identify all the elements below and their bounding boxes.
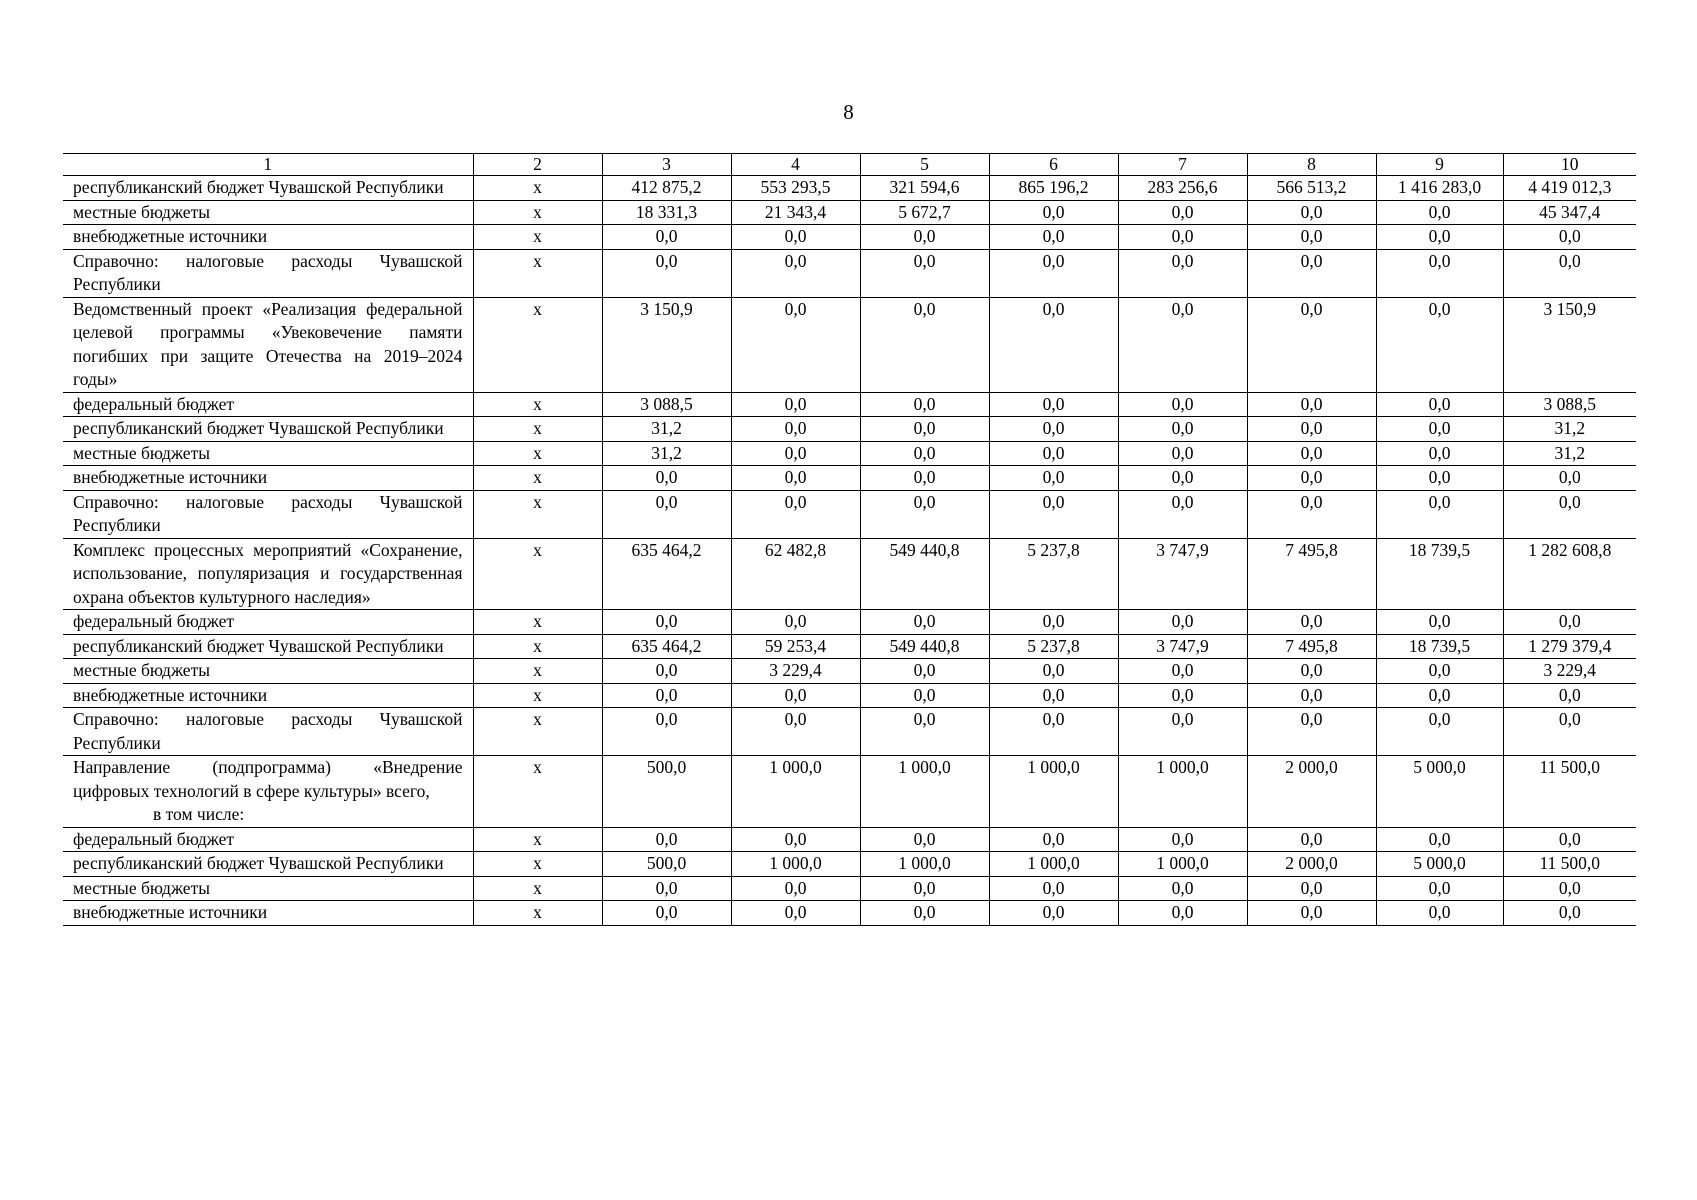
value-cell: 5 237,8 [989, 538, 1118, 610]
table-row [63, 827, 1636, 852]
row-label: внебюджетные источники [73, 226, 268, 246]
column-header: 3 [602, 154, 731, 176]
value-cell: 0,0 [1376, 490, 1503, 538]
value-cell: 0,0 [731, 876, 860, 901]
row-label: Справочно: налоговые расходы Чувашской Республики [73, 250, 463, 294]
table-row [63, 876, 1636, 901]
column-header: 9 [1376, 154, 1503, 176]
code-cell: x [473, 901, 602, 926]
value-cell: 0,0 [1247, 901, 1376, 926]
value-cell: 0,0 [731, 490, 860, 538]
value-cell: 0,0 [860, 392, 989, 417]
value-cell: 0,0 [989, 392, 1118, 417]
value-cell: 0,0 [1376, 708, 1503, 756]
value-cell: 0,0 [1118, 659, 1247, 684]
column-number-row [63, 154, 1636, 176]
row-label-cell [63, 901, 473, 926]
value-cell: 0,0 [1376, 659, 1503, 684]
row-label-cell [63, 466, 473, 491]
value-cell: 0,0 [1376, 417, 1503, 442]
value-cell: 0,0 [1247, 659, 1376, 684]
value-cell: 500,0 [602, 756, 731, 828]
value-cell: 0,0 [602, 901, 731, 926]
value-cell: 0,0 [860, 827, 989, 852]
value-cell: 45 347,4 [1503, 200, 1636, 225]
row-label: федеральный бюджет [73, 393, 235, 414]
value-cell: 0,0 [1376, 392, 1503, 417]
value-cell: 0,0 [989, 876, 1118, 901]
row-label-cell [63, 683, 473, 708]
value-cell: 5 000,0 [1376, 852, 1503, 877]
value-cell: 0,0 [1503, 876, 1636, 901]
value-cell: 0,0 [860, 490, 989, 538]
value-cell: 0,0 [1247, 441, 1376, 466]
code-cell: x [473, 249, 602, 297]
column-header: 4 [731, 154, 860, 176]
row-label: республиканский бюджет Чувашской Республики [73, 418, 444, 438]
value-cell: 0,0 [1118, 417, 1247, 442]
value-cell: 0,0 [602, 683, 731, 708]
value-cell: 566 513,2 [1247, 176, 1376, 201]
value-cell: 21 343,4 [731, 200, 860, 225]
value-cell: 0,0 [1503, 225, 1636, 250]
value-cell: 0,0 [731, 225, 860, 250]
table-row [63, 852, 1636, 877]
value-cell: 1 000,0 [1118, 852, 1247, 877]
row-label: республиканский бюджет Чувашской Республики [73, 853, 444, 873]
value-cell: 0,0 [989, 249, 1118, 297]
table-row [63, 538, 1636, 610]
value-cell: 0,0 [989, 659, 1118, 684]
value-cell: 3 229,4 [1503, 659, 1636, 684]
code-cell: x [473, 852, 602, 877]
value-cell: 0,0 [860, 901, 989, 926]
value-cell: 0,0 [1247, 249, 1376, 297]
value-cell: 0,0 [602, 225, 731, 250]
value-cell: 0,0 [989, 683, 1118, 708]
value-cell: 3 088,5 [1503, 392, 1636, 417]
value-cell: 7 495,8 [1247, 634, 1376, 659]
code-cell: x [473, 466, 602, 491]
value-cell: 0,0 [1247, 200, 1376, 225]
value-cell: 0,0 [1376, 683, 1503, 708]
value-cell: 0,0 [1247, 297, 1376, 392]
value-cell: 1 416 283,0 [1376, 176, 1503, 201]
value-cell: 31,2 [1503, 417, 1636, 442]
column-header: 5 [860, 154, 989, 176]
row-label-cell [63, 756, 473, 828]
column-header: 2 [473, 154, 602, 176]
value-cell: 59 253,4 [731, 634, 860, 659]
value-cell: 0,0 [1118, 901, 1247, 926]
value-cell: 18 739,5 [1376, 538, 1503, 610]
value-cell: 0,0 [1247, 827, 1376, 852]
value-cell: 0,0 [860, 466, 989, 491]
value-cell: 7 495,8 [1247, 538, 1376, 610]
code-cell: x [473, 441, 602, 466]
value-cell: 0,0 [1247, 417, 1376, 442]
value-cell: 0,0 [989, 827, 1118, 852]
row-label-cell [63, 249, 473, 297]
value-cell: 0,0 [1118, 392, 1247, 417]
value-cell: 0,0 [731, 441, 860, 466]
value-cell: 18 739,5 [1376, 634, 1503, 659]
value-cell: 0,0 [1376, 610, 1503, 635]
row-label-cell [63, 200, 473, 225]
value-cell: 0,0 [731, 827, 860, 852]
code-cell: x [473, 200, 602, 225]
value-cell: 0,0 [1118, 610, 1247, 635]
table-row [63, 466, 1636, 491]
value-cell: 3 229,4 [731, 659, 860, 684]
row-label: местные бюджеты [73, 201, 210, 222]
value-cell: 0,0 [989, 200, 1118, 225]
value-cell: 0,0 [860, 708, 989, 756]
row-label-cell [63, 708, 473, 756]
value-cell: 1 000,0 [989, 756, 1118, 828]
code-cell: x [473, 827, 602, 852]
value-cell: 0,0 [989, 610, 1118, 635]
value-cell: 500,0 [602, 852, 731, 877]
code-cell: x [473, 490, 602, 538]
table-row [63, 634, 1636, 659]
value-cell: 0,0 [602, 466, 731, 491]
row-label-cell [63, 225, 473, 250]
value-cell: 0,0 [731, 683, 860, 708]
value-cell: 0,0 [602, 249, 731, 297]
value-cell: 553 293,5 [731, 176, 860, 201]
value-cell: 0,0 [1376, 297, 1503, 392]
value-cell: 1 282 608,8 [1503, 538, 1636, 610]
value-cell: 1 279 379,4 [1503, 634, 1636, 659]
row-label: местные бюджеты [73, 877, 210, 898]
value-cell: 0,0 [731, 417, 860, 442]
row-label: Направление (подпрограмма) «Внедрение цифровых технологий в сфере культуры» всего, [73, 757, 463, 801]
value-cell: 635 464,2 [602, 538, 731, 610]
row-sublabel: в том числе: [153, 804, 245, 824]
column-header: 8 [1247, 154, 1376, 176]
value-cell: 0,0 [860, 610, 989, 635]
code-cell: x [473, 683, 602, 708]
value-cell: 549 440,8 [860, 538, 989, 610]
code-cell: x [473, 634, 602, 659]
value-cell: 0,0 [860, 441, 989, 466]
value-cell: 0,0 [731, 901, 860, 926]
value-cell: 0,0 [1503, 708, 1636, 756]
value-cell: 0,0 [1247, 683, 1376, 708]
value-cell: 0,0 [731, 466, 860, 491]
row-label: федеральный бюджет [73, 828, 235, 849]
value-cell: 0,0 [1247, 708, 1376, 756]
value-cell: 0,0 [989, 225, 1118, 250]
value-cell: 549 440,8 [860, 634, 989, 659]
row-label: Справочно: налоговые расходы Чувашской Республики [73, 709, 463, 753]
value-cell: 11 500,0 [1503, 756, 1636, 828]
row-label: местные бюджеты [73, 660, 210, 680]
value-cell: 31,2 [1503, 441, 1636, 466]
value-cell: 0,0 [1247, 225, 1376, 250]
code-cell: x [473, 176, 602, 201]
row-label: Комплекс процессных мероприятий «Сохранение, использование, популяризация и государственная охрана объектов культурного наследия» [73, 539, 463, 607]
value-cell: 0,0 [602, 610, 731, 635]
value-cell: 0,0 [731, 249, 860, 297]
value-cell: 865 196,2 [989, 176, 1118, 201]
value-cell: 0,0 [1118, 200, 1247, 225]
page-number: 8 [843, 100, 854, 124]
value-cell: 0,0 [989, 441, 1118, 466]
value-cell: 0,0 [1118, 876, 1247, 901]
value-cell: 1 000,0 [1118, 756, 1247, 828]
table-row [63, 225, 1636, 250]
value-cell: 0,0 [1118, 225, 1247, 250]
row-label-cell [63, 852, 473, 877]
value-cell: 11 500,0 [1503, 852, 1636, 877]
value-cell: 0,0 [860, 225, 989, 250]
value-cell: 0,0 [860, 876, 989, 901]
column-header: 7 [1118, 154, 1247, 176]
row-label-cell [63, 441, 473, 466]
row-label: местные бюджеты [73, 442, 210, 463]
value-cell: 0,0 [1503, 827, 1636, 852]
table-row [63, 392, 1636, 417]
value-cell: 0,0 [860, 417, 989, 442]
table-row [63, 249, 1636, 297]
table-row [63, 417, 1636, 442]
value-cell: 31,2 [602, 441, 731, 466]
value-cell: 0,0 [989, 297, 1118, 392]
table-row [63, 708, 1636, 756]
budget-table [63, 153, 1636, 926]
value-cell: 283 256,6 [1118, 176, 1247, 201]
row-label-cell [63, 827, 473, 852]
row-label: внебюджетные источники [73, 467, 268, 487]
table-row [63, 659, 1636, 684]
value-cell: 0,0 [1376, 225, 1503, 250]
table-row [63, 200, 1636, 225]
row-label-cell [63, 176, 473, 201]
code-cell: x [473, 225, 602, 250]
value-cell: 635 464,2 [602, 634, 731, 659]
value-cell: 0,0 [731, 610, 860, 635]
value-cell: 0,0 [731, 392, 860, 417]
value-cell: 0,0 [1118, 708, 1247, 756]
value-cell: 4 419 012,3 [1503, 176, 1636, 201]
code-cell: x [473, 297, 602, 392]
value-cell: 0,0 [1118, 466, 1247, 491]
code-cell: x [473, 708, 602, 756]
value-cell: 0,0 [602, 708, 731, 756]
value-cell: 0,0 [1376, 876, 1503, 901]
value-cell: 0,0 [1247, 610, 1376, 635]
row-label: республиканский бюджет Чувашской Республики [73, 177, 444, 197]
value-cell: 0,0 [1376, 827, 1503, 852]
code-cell: x [473, 659, 602, 684]
value-cell: 1 000,0 [860, 756, 989, 828]
value-cell: 0,0 [731, 297, 860, 392]
value-cell: 0,0 [860, 683, 989, 708]
value-cell: 0,0 [602, 490, 731, 538]
value-cell: 0,0 [1247, 490, 1376, 538]
value-cell: 1 000,0 [731, 756, 860, 828]
value-cell: 0,0 [1247, 392, 1376, 417]
value-cell: 18 331,3 [602, 200, 731, 225]
row-label: внебюджетные источники [73, 902, 268, 922]
row-label-cell [63, 417, 473, 442]
table-row [63, 490, 1636, 538]
value-cell: 31,2 [602, 417, 731, 442]
value-cell: 0,0 [1376, 466, 1503, 491]
value-cell: 0,0 [860, 249, 989, 297]
table-body [63, 176, 1636, 926]
value-cell: 0,0 [1118, 249, 1247, 297]
value-cell: 0,0 [1376, 200, 1503, 225]
code-cell: x [473, 876, 602, 901]
row-label: федеральный бюджет [73, 611, 235, 631]
value-cell: 5 237,8 [989, 634, 1118, 659]
row-label-cell [63, 659, 473, 684]
code-cell: x [473, 417, 602, 442]
row-label-cell [63, 490, 473, 538]
value-cell: 0,0 [602, 876, 731, 901]
value-cell: 0,0 [989, 708, 1118, 756]
value-cell: 3 088,5 [602, 392, 731, 417]
value-cell: 2 000,0 [1247, 756, 1376, 828]
value-cell: 0,0 [860, 297, 989, 392]
row-label-cell [63, 392, 473, 417]
table-row [63, 683, 1636, 708]
value-cell: 0,0 [1376, 901, 1503, 926]
code-cell: x [473, 610, 602, 635]
value-cell: 321 594,6 [860, 176, 989, 201]
code-cell: x [473, 538, 602, 610]
row-label: внебюджетные источники [73, 684, 268, 705]
value-cell: 0,0 [989, 466, 1118, 491]
value-cell: 0,0 [1503, 683, 1636, 708]
column-header: 6 [989, 154, 1118, 176]
value-cell: 3 150,9 [1503, 297, 1636, 392]
value-cell: 0,0 [731, 708, 860, 756]
value-cell: 0,0 [989, 901, 1118, 926]
table-row [63, 610, 1636, 635]
value-cell: 0,0 [602, 827, 731, 852]
table-row [63, 441, 1636, 466]
row-label: Ведомственный проект «Реализация федеральной целевой программы «Увековечение памяти погибших при защите Отечества на 2019–2024 годы» [73, 298, 463, 389]
row-label-cell [63, 297, 473, 392]
value-cell: 2 000,0 [1247, 852, 1376, 877]
row-label-cell [63, 538, 473, 610]
table-row [63, 901, 1636, 926]
row-label-cell [63, 634, 473, 659]
column-header: 10 [1503, 154, 1636, 176]
value-cell: 0,0 [602, 659, 731, 684]
value-cell: 0,0 [1503, 466, 1636, 491]
table-row [63, 756, 1636, 828]
value-cell: 1 000,0 [860, 852, 989, 877]
value-cell: 62 482,8 [731, 538, 860, 610]
value-cell: 3 150,9 [602, 297, 731, 392]
table-row [63, 176, 1636, 201]
value-cell: 0,0 [1118, 297, 1247, 392]
value-cell: 0,0 [989, 490, 1118, 538]
table-row [63, 297, 1636, 392]
value-cell: 0,0 [1118, 827, 1247, 852]
code-cell: x [473, 392, 602, 417]
value-cell: 0,0 [860, 659, 989, 684]
value-cell: 0,0 [1118, 490, 1247, 538]
value-cell: 0,0 [989, 417, 1118, 442]
value-cell: 3 747,9 [1118, 538, 1247, 610]
value-cell: 0,0 [1376, 249, 1503, 297]
value-cell: 0,0 [1503, 490, 1636, 538]
row-label: Справочно: налоговые расходы Чувашской Республики [73, 491, 463, 535]
value-cell: 5 000,0 [1376, 756, 1503, 828]
value-cell: 5 672,7 [860, 200, 989, 225]
value-cell: 0,0 [1118, 683, 1247, 708]
row-label-cell [63, 610, 473, 635]
value-cell: 0,0 [1503, 610, 1636, 635]
value-cell: 0,0 [1118, 441, 1247, 466]
value-cell: 0,0 [1503, 249, 1636, 297]
code-cell: x [473, 756, 602, 828]
value-cell: 0,0 [1247, 466, 1376, 491]
row-label: республиканский бюджет Чувашской Республики [73, 635, 444, 656]
value-cell: 0,0 [1503, 901, 1636, 926]
value-cell: 0,0 [1247, 876, 1376, 901]
row-label-cell [63, 876, 473, 901]
value-cell: 3 747,9 [1118, 634, 1247, 659]
value-cell: 412 875,2 [602, 176, 731, 201]
value-cell: 0,0 [1376, 441, 1503, 466]
column-header: 1 [63, 154, 473, 176]
value-cell: 1 000,0 [989, 852, 1118, 877]
value-cell: 1 000,0 [731, 852, 860, 877]
